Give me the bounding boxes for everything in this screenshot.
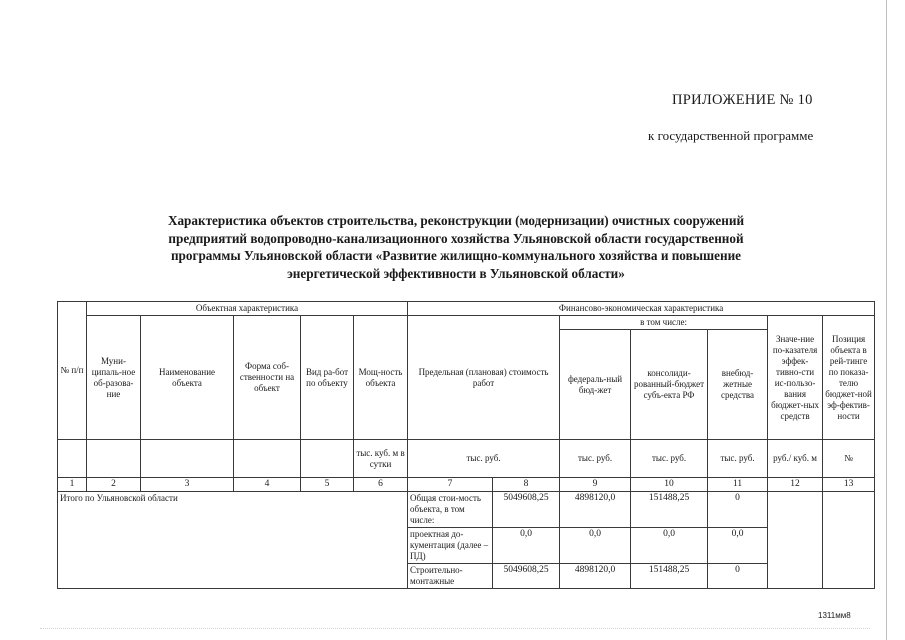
federal-value: 4898120,0 <box>560 492 631 528</box>
total-label: Итого по Ульяновской области <box>58 492 408 589</box>
column-number: 2 <box>87 478 141 492</box>
title-line-1: Характеристика объектов строительства, реконструкции (модернизации) очистных сооружений <box>167 213 745 228</box>
column-number: 10 <box>631 478 708 492</box>
page-edge-line <box>886 0 887 640</box>
rating-cell <box>823 492 875 589</box>
appendix-title: ПРИЛОЖЕНИЕ № 10 <box>672 92 813 108</box>
header-col-worktype: Вид ра-бот по объекту <box>301 316 354 440</box>
header-col-consolidated: консолиди-рованный-бюджет субъ-екта РФ <box>631 330 708 440</box>
federal-value: 0,0 <box>560 528 631 564</box>
header-col-capacity: Мощ-ность объекта <box>354 316 408 440</box>
cost-value: 5049608,25 <box>493 564 560 589</box>
header-col-rating: Позиция объекта в рей-тинге по показа-телю бюджет-ной эф-фектив-ности <box>823 316 875 440</box>
column-number: 4 <box>234 478 301 492</box>
column-number: 11 <box>708 478 768 492</box>
unit-federal: тыс. руб. <box>560 440 631 478</box>
column-number: 5 <box>301 478 354 492</box>
unit-rating: № <box>823 440 875 478</box>
consolidated-value: 151488,25 <box>631 492 708 528</box>
column-number: 3 <box>141 478 234 492</box>
unit-empty <box>301 440 354 478</box>
extrabudget-value: 0,0 <box>708 528 768 564</box>
unit-consolidated: тыс. руб. <box>631 440 708 478</box>
unit-empty <box>87 440 141 478</box>
appendix-subtitle: к государственной программе <box>648 128 814 143</box>
scan-artifact-line <box>40 628 870 630</box>
unit-extrabudget: тыс. руб. <box>708 440 768 478</box>
header-including: в том числе: <box>560 316 768 330</box>
column-number: 8 <box>493 478 560 492</box>
unit-empty <box>141 440 234 478</box>
column-number: 7 <box>408 478 493 492</box>
column-number: 1 <box>58 478 87 492</box>
title-line-2: предприятий водопроводно-канализационного хозяйства Ульяновской области государственной <box>168 230 744 246</box>
extrabudget-value: 0 <box>708 564 768 589</box>
header-col-no: № п/п <box>58 302 87 440</box>
column-number-row <box>58 478 875 492</box>
unit-indicator: руб./ куб. м <box>768 440 823 478</box>
extrabudget-value: 0 <box>708 492 768 528</box>
header-col-municipality: Муни-ципаль-ное об-разова-ние <box>87 316 141 440</box>
header-group-finance: Финансово-экономическая характеристика <box>408 302 875 316</box>
cost-value: 5049608,25 <box>493 492 560 528</box>
header-col-extrabudget: внебюд-жетные средства <box>708 330 768 440</box>
unit-capacity: тыс. куб. м в сутки <box>354 440 408 478</box>
cost-value: 0,0 <box>493 528 560 564</box>
federal-value: 4898120,0 <box>560 564 631 589</box>
header-col-name: Наименование объекта <box>141 316 234 440</box>
unit-empty <box>58 440 87 478</box>
header-col-indicator: Значе-ние по-казателя эффек-тивно-сти ис-пользо-вания бюджет-ных средств <box>768 316 823 440</box>
header-col-federal: федераль-ный бюд-жет <box>560 330 631 440</box>
characteristics-table <box>57 301 875 589</box>
header-col-ownership: Форма соб-ственности на объект <box>234 316 301 440</box>
column-number: 13 <box>823 478 875 492</box>
unit-cost: тыс. руб. <box>408 440 560 478</box>
column-number: 9 <box>560 478 631 492</box>
consolidated-value: 0,0 <box>631 528 708 564</box>
row-label: Строительно-монтажные <box>408 564 493 589</box>
title-line-3: программы Ульяновской области «Развитие жилищно-коммунального хозяйства и повышение <box>170 248 742 263</box>
consolidated-value: 151488,25 <box>631 564 708 589</box>
indicator-cell <box>768 492 823 589</box>
column-number: 6 <box>354 478 408 492</box>
table-row <box>58 492 875 528</box>
title-line-4: энергетической эффективности в Ульяновской области» <box>287 265 625 281</box>
column-number: 12 <box>768 478 823 492</box>
document-title <box>100 212 812 282</box>
page-stamp: 1311мм8 <box>818 611 851 620</box>
row-label: Общая стои-мость объекта, в том числе: <box>408 492 493 528</box>
unit-empty <box>234 440 301 478</box>
header-group-object: Объектная характеристика <box>87 302 408 316</box>
header-col-cost: Предельная (плановая) стоимость работ <box>408 316 560 440</box>
row-label: проектная до-кументация (далее – ПД) <box>408 528 493 564</box>
